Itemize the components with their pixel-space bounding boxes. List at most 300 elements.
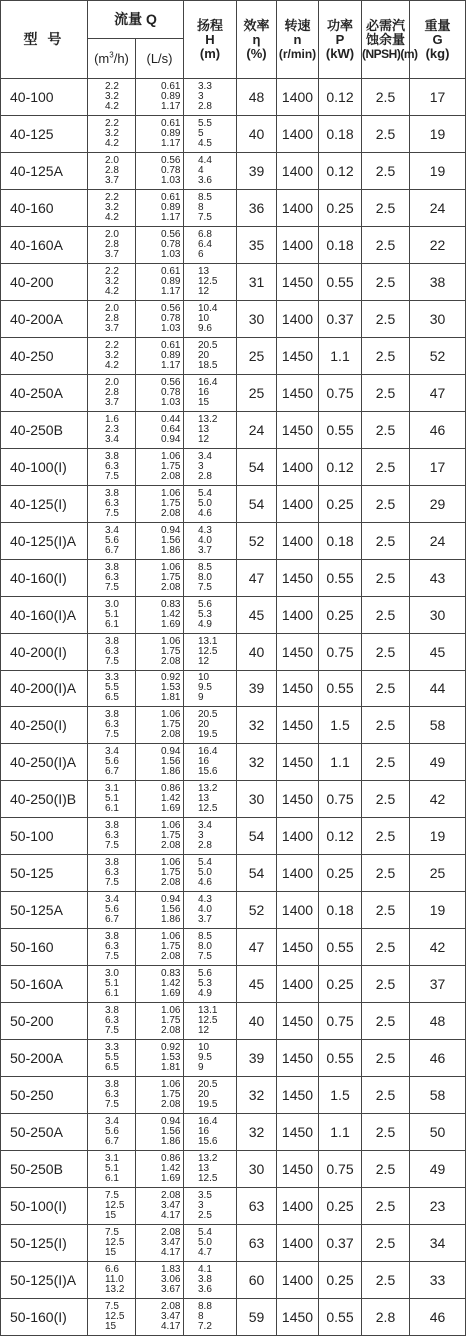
flow-ls-cell-value: 1.17: [161, 137, 181, 149]
head-cell-value: 20: [198, 349, 210, 361]
head-cell-value: 3.5: [198, 1190, 212, 1202]
flow-m3h-cell: [88, 781, 136, 818]
power-cell: 1.1: [319, 337, 362, 374]
head-cell-value: 16.4: [198, 1116, 218, 1128]
power-cell: 0.55: [319, 559, 362, 596]
head-cell-value: 3: [198, 90, 204, 102]
flow-m3h-cell: [88, 1262, 136, 1299]
efficiency-cell: 52: [237, 892, 277, 929]
flow-m3h-cell-value: 4.2: [105, 100, 119, 112]
model-cell: 40-200: [1, 263, 88, 300]
flow-m3h-cell-value: 6.3: [105, 830, 119, 842]
flow-m3h-cell: [88, 596, 136, 633]
power-cell: 0.18: [319, 892, 362, 929]
head-cell: [184, 115, 237, 152]
header-head-title: 扬程: [196, 17, 223, 33]
flow-ls-cell-value: 0.94: [161, 1116, 181, 1128]
flow-ls-cell-value: 1.75: [161, 830, 181, 842]
power-cell: 1.1: [319, 1114, 362, 1151]
flow-m3h-cell-value: 7.5: [105, 951, 119, 963]
flow-m3h-cell-value: 3.1: [105, 783, 119, 795]
head-cell: [184, 263, 237, 300]
header-power-unit: (kW): [325, 45, 355, 61]
model-cell: 40-250A: [1, 374, 88, 411]
head-cell: [184, 1262, 237, 1299]
flow-m3h-cell-value: 7.5: [105, 877, 119, 889]
power-cell: 0.75: [319, 781, 362, 818]
flow-m3h-cell: [88, 1114, 136, 1151]
speed-cell: 1450: [277, 1114, 319, 1151]
weight-cell: 43: [410, 559, 466, 596]
flow-m3h-cell-value: 3.2: [105, 349, 119, 361]
weight-cell: 48: [410, 1003, 466, 1040]
power-cell: 0.75: [319, 374, 362, 411]
flow-m3h-cell-value: 12.5: [105, 1237, 125, 1249]
model-cell: 40-160(I): [1, 559, 88, 596]
head-cell-value: 10: [198, 312, 210, 324]
flow-m3h-cell-value: 3.8: [105, 450, 119, 462]
weight-cell: 50: [410, 1114, 466, 1151]
flow-m3h-cell-value: 6.1: [105, 1173, 119, 1185]
head-cell: [184, 152, 237, 189]
model-cell: 50-160(I): [1, 1298, 88, 1335]
flow-ls-cell-value: 0.64: [161, 423, 181, 435]
flow-m3h-cell-value: 6.5: [105, 692, 119, 704]
model-cell: 40-200(I)A: [1, 670, 88, 707]
flow-m3h-cell-value: 6.6: [105, 1263, 119, 1275]
table-row: [1, 485, 466, 522]
flow-m3h-cell-value: 6.1: [105, 618, 119, 630]
flow-ls-cell-value: 0.61: [161, 265, 181, 277]
head-cell: [184, 633, 237, 670]
flow-ls-cell-value: 1.06: [161, 820, 181, 832]
header-power-title: 功率: [326, 17, 353, 33]
head-cell-value: 4.3: [198, 524, 212, 536]
weight-cell: 44: [410, 670, 466, 707]
header-npsh-line1: 必需汽: [365, 17, 405, 33]
flow-ls-cell: [136, 522, 184, 559]
flow-m3h-cell-value: 2.2: [105, 80, 119, 92]
npsh-cell: 2.5: [362, 1225, 410, 1262]
head-cell-value: 2.8: [198, 100, 212, 112]
header-flow-ls: (L/s): [136, 39, 184, 79]
power-cell: 0.75: [319, 633, 362, 670]
flow-ls-cell: [136, 707, 184, 744]
flow-m3h-cell-value: 3.1: [105, 1153, 119, 1165]
flow-ls-cell: [136, 781, 184, 818]
power-cell: 0.25: [319, 1188, 362, 1225]
model-cell: 50-200: [1, 1003, 88, 1040]
flow-m3h-cell: [88, 633, 136, 670]
flow-ls-cell: [136, 226, 184, 263]
flow-ls-cell: [136, 189, 184, 226]
weight-cell: 58: [410, 1077, 466, 1114]
npsh-cell: 2.5: [362, 374, 410, 411]
npsh-cell: 2.5: [362, 448, 410, 485]
table-row: [1, 1262, 466, 1299]
table-row: [1, 522, 466, 559]
table-row: [1, 1077, 466, 1114]
weight-cell: 19: [410, 818, 466, 855]
flow-m3h-cell-value: 2.0: [105, 376, 119, 388]
flow-ls-cell-value: 1.06: [161, 1079, 181, 1091]
header-model: 型 号: [1, 1, 88, 79]
weight-cell: 46: [410, 1298, 466, 1335]
head-cell-value: 3.3: [198, 80, 212, 92]
flow-m3h-cell-value: 6.7: [105, 544, 119, 556]
flow-ls-cell-value: 1.75: [161, 1015, 181, 1027]
head-cell: [184, 1298, 237, 1335]
flow-m3h-cell-value: 3.8: [105, 931, 119, 943]
flow-m3h-cell-value: 3.4: [105, 433, 119, 445]
head-cell-value: 2.5: [198, 1210, 212, 1222]
weight-cell: 25: [410, 855, 466, 892]
flow-m3h-cell: [88, 1188, 136, 1225]
flow-ls-cell-value: 1.06: [161, 487, 181, 499]
head-cell-value: 13.2: [198, 1153, 218, 1165]
flow-ls-cell-value: 1.06: [161, 857, 181, 869]
power-cell: 0.25: [319, 1262, 362, 1299]
flow-ls-cell: [136, 1003, 184, 1040]
header-power-symbol: P: [335, 31, 345, 47]
flow-ls-cell-value: 3.47: [161, 1200, 181, 1212]
head-cell: [184, 1114, 237, 1151]
head-cell-value: 7.2: [198, 1320, 212, 1332]
head-cell-value: 16: [198, 1126, 210, 1138]
head-cell-value: 19.5: [198, 1099, 218, 1111]
model-cell: 40-250(I)A: [1, 744, 88, 781]
head-cell: [184, 744, 237, 781]
flow-m3h-cell-value: 6.3: [105, 571, 119, 583]
flow-ls-cell-value: 1.06: [161, 1005, 181, 1017]
flow-ls-cell-value: 1.42: [161, 1163, 181, 1175]
power-cell: 0.12: [319, 818, 362, 855]
head-cell-value: 13: [198, 793, 210, 805]
head-cell-value: 5.4: [198, 1227, 212, 1239]
efficiency-cell: 60: [237, 1262, 277, 1299]
flow-m3h-cell-value: 6.3: [105, 941, 119, 953]
head-cell-value: 8.0: [198, 941, 212, 953]
weight-cell: 34: [410, 1225, 466, 1262]
model-cell: 50-100(I): [1, 1188, 88, 1225]
speed-cell: 1400: [277, 892, 319, 929]
flow-ls-cell-value: 1.56: [161, 1126, 181, 1138]
flow-m3h-cell-value: 15: [105, 1320, 117, 1332]
head-cell-value: 4.6: [198, 507, 212, 519]
model-cell: 50-125(I): [1, 1225, 88, 1262]
power-cell: 0.55: [319, 929, 362, 966]
weight-cell: 23: [410, 1188, 466, 1225]
flow-m3h-cell-value: 6.3: [105, 460, 119, 472]
flow-m3h-cell-value: 3.2: [105, 275, 119, 287]
speed-cell: 1450: [277, 263, 319, 300]
head-cell-value: 12.5: [198, 645, 218, 657]
flow-m3h-cell-value: 5.6: [105, 756, 119, 768]
head-cell-value: 12.5: [198, 803, 218, 815]
flow-m3h-cell-value: 12.5: [105, 1200, 125, 1212]
flow-ls-cell-value: 0.44: [161, 413, 181, 425]
header-flow-m3h-post: /h): [113, 51, 129, 66]
efficiency-cell: 36: [237, 189, 277, 226]
npsh-cell: 2.5: [362, 781, 410, 818]
head-cell-value: 7.5: [198, 581, 212, 593]
weight-cell: 29: [410, 485, 466, 522]
flow-m3h-cell-value: 3.2: [105, 127, 119, 139]
header-npsh-unit: (NPSH)(m): [362, 46, 418, 61]
head-cell-value: 13: [198, 1163, 210, 1175]
head-cell-value: 8.8: [198, 1300, 212, 1312]
npsh-cell: 2.5: [362, 596, 410, 633]
head-cell-value: 12.5: [198, 1015, 218, 1027]
flow-m3h-cell-value: 15: [105, 1247, 117, 1259]
model-cell: 40-250(I)B: [1, 781, 88, 818]
flow-ls-cell: [136, 855, 184, 892]
speed-cell: 1450: [277, 929, 319, 966]
flow-m3h-cell: [88, 189, 136, 226]
speed-cell: 1450: [277, 1077, 319, 1114]
head-cell-value: 2.8: [198, 840, 212, 852]
flow-ls-cell-value: 1.53: [161, 1052, 181, 1064]
speed-cell: 1400: [277, 1188, 319, 1225]
head-cell-value: 16.4: [198, 746, 218, 758]
flow-m3h-cell-value: 3.2: [105, 201, 119, 213]
flow-ls-cell-value: 1.03: [161, 174, 181, 186]
flow-m3h-cell-value: 7.5: [105, 655, 119, 667]
npsh-cell: 2.5: [362, 966, 410, 1003]
model-cell: 50-125A: [1, 892, 88, 929]
flow-m3h-cell-value: 6.7: [105, 766, 119, 778]
power-cell: 0.55: [319, 263, 362, 300]
model-cell: 40-125(I)A: [1, 522, 88, 559]
flow-m3h-cell-value: 3.3: [105, 1042, 119, 1054]
flow-m3h-cell: [88, 152, 136, 189]
power-cell: 1.1: [319, 744, 362, 781]
flow-m3h-cell-value: 7.5: [105, 470, 119, 482]
flow-ls-cell-value: 1.83: [161, 1263, 181, 1275]
model-cell: 50-100: [1, 818, 88, 855]
flow-ls-cell-value: 1.42: [161, 793, 181, 805]
flow-ls-cell-value: 0.61: [161, 339, 181, 351]
head-cell-value: 13.2: [198, 413, 218, 425]
flow-m3h-cell-value: 3.7: [105, 396, 119, 408]
flow-m3h-cell: [88, 115, 136, 152]
header-head-unit: (m): [199, 45, 221, 61]
model-cell: 50-160: [1, 929, 88, 966]
flow-ls-cell: [136, 300, 184, 337]
flow-ls-cell-value: 1.03: [161, 248, 181, 260]
flow-m3h-cell-value: 2.3: [105, 423, 119, 435]
power-cell: 0.55: [319, 411, 362, 448]
flow-ls-cell-value: 0.89: [161, 275, 181, 287]
head-cell: [184, 337, 237, 374]
head-cell-value: 5.4: [198, 857, 212, 869]
flow-m3h-cell-value: 2.8: [105, 386, 119, 398]
header-eff-symbol: η: [252, 31, 261, 47]
efficiency-cell: 48: [237, 79, 277, 116]
flow-m3h-cell: [88, 744, 136, 781]
head-cell-value: 4.3: [198, 894, 212, 906]
head-cell-value: 3.7: [198, 544, 212, 556]
speed-cell: 1450: [277, 1003, 319, 1040]
npsh-cell: 2.5: [362, 1077, 410, 1114]
npsh-cell: 2.5: [362, 79, 410, 116]
flow-ls-cell-value: 1.03: [161, 322, 181, 334]
head-cell: [184, 79, 237, 116]
flow-ls-cell: [136, 1077, 184, 1114]
head-cell-value: 3: [198, 460, 204, 472]
flow-m3h-cell-value: 5.1: [105, 608, 119, 620]
head-cell-value: 4.1: [198, 1263, 212, 1275]
npsh-cell: 2.5: [362, 115, 410, 152]
table-row: [1, 115, 466, 152]
flow-ls-cell: [136, 1151, 184, 1188]
header-row-top: [1, 1, 466, 39]
speed-cell: 1450: [277, 1040, 319, 1077]
head-cell-value: 5.4: [198, 487, 212, 499]
flow-ls-cell: [136, 596, 184, 633]
head-cell-value: 15.6: [198, 766, 218, 778]
flow-ls-cell: [136, 411, 184, 448]
speed-cell: 1450: [277, 781, 319, 818]
table-row: [1, 300, 466, 337]
speed-cell: 1450: [277, 337, 319, 374]
head-cell-value: 13.2: [198, 783, 218, 795]
head-cell-value: 10.4: [198, 302, 218, 314]
head-cell-value: 4.9: [198, 988, 212, 1000]
head-cell: [184, 189, 237, 226]
header-eff-unit: (%): [246, 45, 267, 61]
head-cell-value: 3.8: [198, 1273, 212, 1285]
head-cell: [184, 522, 237, 559]
head-cell-value: 9.5: [198, 682, 212, 694]
npsh-cell: 2.5: [362, 670, 410, 707]
model-cell: 40-200(I): [1, 633, 88, 670]
speed-cell: 1400: [277, 818, 319, 855]
flow-ls-cell-value: 2.08: [161, 951, 181, 963]
head-cell: [184, 1188, 237, 1225]
flow-m3h-cell: [88, 300, 136, 337]
head-cell: [184, 929, 237, 966]
flow-ls-cell-value: 3.06: [161, 1273, 181, 1285]
head-cell-value: 5.5: [198, 117, 212, 129]
flow-m3h-cell: [88, 522, 136, 559]
weight-cell: 22: [410, 226, 466, 263]
flow-ls-cell-value: 0.61: [161, 191, 181, 203]
flow-m3h-cell-value: 3.4: [105, 1116, 119, 1128]
model-cell: 40-125(I): [1, 485, 88, 522]
head-cell: [184, 855, 237, 892]
npsh-cell: 2.5: [362, 633, 410, 670]
flow-ls-cell-value: 1.69: [161, 803, 181, 815]
head-cell: [184, 781, 237, 818]
flow-m3h-cell-value: 15: [105, 1210, 117, 1222]
flow-ls-cell-value: 0.78: [161, 164, 181, 176]
flow-m3h-cell-value: 3.8: [105, 487, 119, 499]
flow-m3h-cell: [88, 1003, 136, 1040]
header-power: [319, 1, 362, 79]
efficiency-cell: 63: [237, 1188, 277, 1225]
efficiency-cell: 25: [237, 374, 277, 411]
flow-m3h-cell-value: 3.0: [105, 598, 119, 610]
header-speed-unit: (r/min): [278, 46, 317, 61]
head-cell-value: 3.6: [198, 1283, 212, 1295]
flow-ls-cell: [136, 485, 184, 522]
flow-ls-cell-value: 0.89: [161, 90, 181, 102]
flow-m3h-cell: [88, 1151, 136, 1188]
head-cell-value: 5: [198, 127, 204, 139]
flow-m3h-cell-value: 2.0: [105, 228, 119, 240]
flow-m3h-cell-value: 4.2: [105, 137, 119, 149]
flow-m3h-cell-value: 7.5: [105, 1227, 119, 1239]
flow-m3h-cell-value: 6.3: [105, 1089, 119, 1101]
table-row: [1, 1298, 466, 1335]
head-cell-value: 13: [198, 423, 210, 435]
flow-m3h-cell-value: 4.2: [105, 359, 119, 371]
head-cell-value: 4.5: [198, 137, 212, 149]
speed-cell: 1450: [277, 559, 319, 596]
flow-m3h-cell-value: 13.2: [105, 1283, 125, 1295]
weight-cell: 30: [410, 596, 466, 633]
weight-cell: 17: [410, 79, 466, 116]
speed-cell: 1400: [277, 152, 319, 189]
power-cell: 0.25: [319, 485, 362, 522]
head-cell-value: 16: [198, 756, 210, 768]
model-cell: 50-125(I)A: [1, 1262, 88, 1299]
power-cell: 0.18: [319, 226, 362, 263]
efficiency-cell: 39: [237, 670, 277, 707]
head-cell-value: 6.8: [198, 228, 212, 240]
flow-m3h-cell-value: 6.3: [105, 497, 119, 509]
head-cell-value: 12: [198, 655, 210, 667]
npsh-cell: 2.5: [362, 744, 410, 781]
speed-cell: 1450: [277, 1298, 319, 1335]
weight-cell: 33: [410, 1262, 466, 1299]
head-cell-value: 20.5: [198, 1079, 218, 1091]
npsh-cell: 2.5: [362, 226, 410, 263]
efficiency-cell: 54: [237, 855, 277, 892]
flow-ls-cell: [136, 448, 184, 485]
head-cell-value: 5.3: [198, 978, 212, 990]
header-weight-symbol: G: [432, 31, 443, 47]
flow-ls-cell: [136, 818, 184, 855]
table-row: [1, 966, 466, 1003]
flow-ls-cell-value: 0.78: [161, 238, 181, 250]
weight-cell: 19: [410, 115, 466, 152]
spec-table-body: [1, 79, 466, 1336]
head-cell-value: 12.5: [198, 1173, 218, 1185]
weight-cell: 30: [410, 300, 466, 337]
flow-ls-cell-value: 2.08: [161, 877, 181, 889]
table-row: [1, 337, 466, 374]
npsh-cell: 2.5: [362, 522, 410, 559]
flow-ls-cell-value: 1.81: [161, 1062, 181, 1074]
header-npsh-line2: 蚀余量: [365, 31, 405, 47]
head-cell-value: 13.1: [198, 1005, 218, 1017]
header-npsh: [362, 1, 418, 79]
efficiency-cell: 24: [237, 411, 277, 448]
flow-m3h-cell-value: 3.8: [105, 857, 119, 869]
weight-cell: 46: [410, 411, 466, 448]
flow-m3h-cell-value: 7.5: [105, 1025, 119, 1037]
flow-m3h-cell-value: 3.0: [105, 968, 119, 980]
flow-ls-cell: [136, 929, 184, 966]
flow-m3h-cell: [88, 855, 136, 892]
model-cell: 40-100: [1, 79, 88, 116]
head-cell-value: 20.5: [198, 709, 218, 721]
power-cell: 0.25: [319, 855, 362, 892]
head-cell-value: 4.7: [198, 1247, 212, 1259]
weight-cell: 24: [410, 189, 466, 226]
